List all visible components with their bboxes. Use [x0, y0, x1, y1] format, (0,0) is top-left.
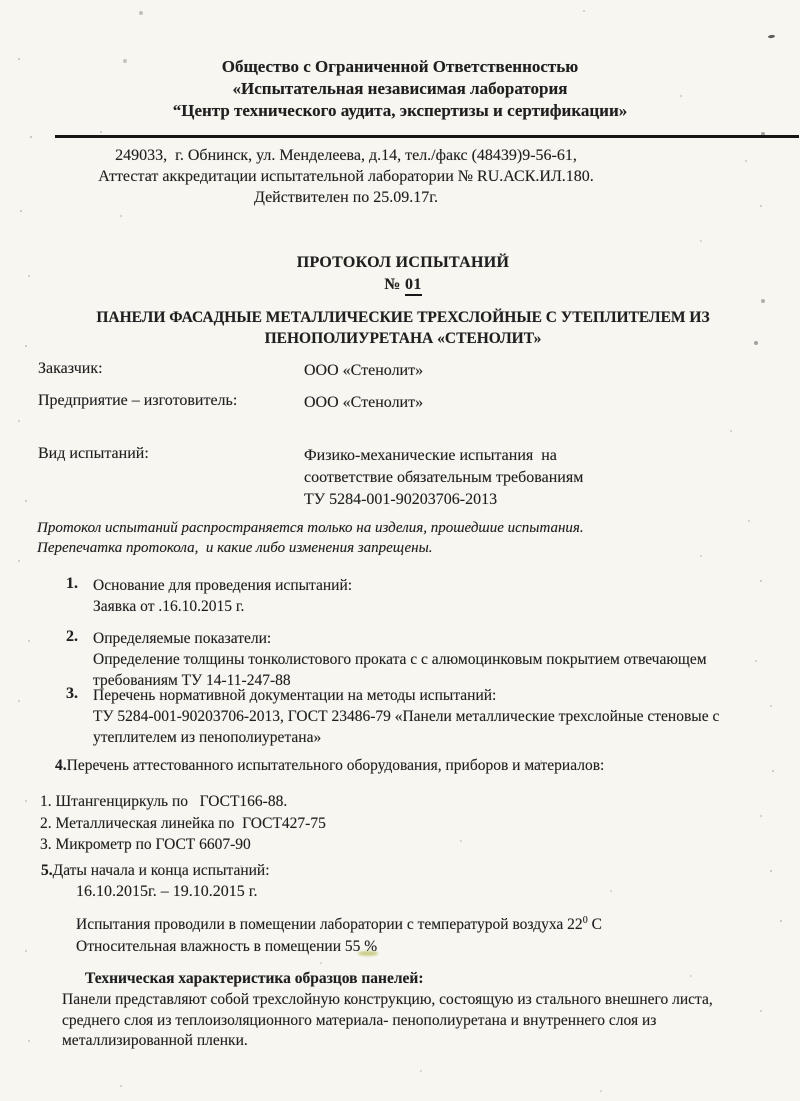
item2-line2: Определение толщины тонколистового проката с с алюмоцинковым покрытием отвечающем	[93, 651, 707, 668]
contact-block	[0, 145, 692, 208]
protocol-number-prefix: №	[384, 276, 406, 293]
scan-speckles	[0, 0, 2, 2]
item1-number: 1.	[66, 575, 78, 592]
tech-paragraph	[62, 990, 713, 1052]
item3-number: 3.	[66, 685, 78, 702]
disclaimer	[37, 518, 584, 558]
header-divider-line	[55, 135, 799, 138]
address-line: 249033, г. Обнинск, ул. Менделеева, д.14, тел./факс (48439)9-56-61,	[115, 147, 577, 164]
item3-line1: Перечень нормативной документации на методы испытаний:	[93, 687, 497, 704]
organization-name	[0, 56, 800, 122]
temperature-superscript: 0	[582, 914, 588, 926]
section5-number: 5.	[41, 862, 53, 879]
item1-line2: Заявка от .16.10.2015 г.	[93, 598, 245, 615]
equipment-item3: 3. Микрометр по ГОСТ 6607-90	[40, 836, 251, 853]
section5-heading-text: Даты начала и конца испытаний:	[52, 862, 270, 879]
test-type-value-line3: ТУ 5284-001-90203706-2013	[304, 491, 498, 508]
temperature-unit: С	[587, 916, 602, 933]
organization-name-line2: «Испытательная независимая лаборатория	[232, 79, 568, 98]
item2-line1: Определяемые показатели:	[93, 630, 272, 647]
item1-line1: Основание для проведения испытаний:	[93, 577, 353, 594]
accreditation-line: Аттестат аккредитации испытательной лаборатории № RU.АСК.ИЛ.180.	[98, 168, 594, 185]
ink-mark	[768, 35, 775, 39]
protocol-title-block	[0, 252, 800, 296]
manufacturer-value: ООО «Стенолит»	[304, 394, 424, 411]
item3-body	[93, 685, 719, 748]
test-type-value	[304, 445, 583, 511]
humidity-line: Относительная влажность в помещении 55 %	[76, 938, 378, 955]
equipment-item2: 2. Металлическая линейка по ГОСТ427-75	[40, 814, 326, 832]
section4-heading	[55, 757, 604, 775]
tech-paragraph-line2: среднего слоя из теплоизоляционного материала- пенополиуретана и внутреннего слоя из	[62, 1011, 657, 1029]
temperature-text: Испытания проводили в помещении лаборатории с температурой воздуха 22	[76, 916, 583, 933]
protocol-number: 01	[405, 276, 422, 296]
subject-line2: ПЕНОПОЛИУРЕТАНА «СТЕНОЛИТ»	[264, 330, 542, 347]
tech-heading: Техническая характеристика образцов панелей:	[85, 970, 424, 987]
test-conditions	[76, 914, 602, 958]
tech-paragraph-line3: металлизированной пленки.	[62, 1032, 248, 1049]
item1-body	[93, 575, 352, 617]
protocol-number-line	[0, 274, 800, 296]
item2-number: 2.	[66, 628, 78, 645]
test-type-value-line2: соответствие обязательным требованиям	[304, 469, 584, 486]
disclaimer-line1: Протокол испытаний распространяется только на изделия, прошедшие испытания.	[37, 520, 584, 536]
test-type-value-line1: Физико-механические испытания на	[304, 447, 557, 464]
item2-line3: требованиям ТУ 14-11-247-88	[93, 672, 291, 689]
section4-heading-text: Перечень аттестованного испытательного оборудования, приборов и материалов:	[66, 757, 605, 774]
equipment-list	[40, 791, 326, 856]
item3-line3: утеплителем из пенополиуретана»	[93, 729, 322, 746]
organization-name-line3: “Центр технического аудита, экспертизы и сертификации»	[172, 101, 628, 120]
temperature-line	[76, 914, 602, 936]
equipment-item1: 1. Штангенциркуль по ГОСТ166-88.	[40, 793, 288, 810]
test-dates: 16.10.2015г. – 19.10.2015 г.	[76, 883, 258, 900]
validity-line: Действителен по 25.09.17г.	[253, 189, 439, 206]
customer-value: ООО «Стенолит»	[304, 362, 424, 379]
protocol-title: ПРОТОКОЛ ИСПЫТАНИЙ	[296, 254, 510, 271]
section4-number: 4.	[55, 757, 67, 774]
subject-line1: ПАНЕЛИ ФАСАДНЫЕ МЕТАЛЛИЧЕСКИЕ ТРЕХСЛОЙНЫЕ С УТЕПЛИТЕЛЕМ ИЗ	[96, 309, 710, 326]
customer-label: Заказчик:	[38, 360, 103, 377]
organization-name-line1: Общество с Ограниченной Ответственностью	[221, 57, 579, 76]
disclaimer-line2: Перепечатка протокола, и какие либо изменения запрещены.	[37, 540, 433, 556]
item2-body	[93, 628, 707, 691]
section5-heading	[41, 862, 270, 880]
test-type-label: Вид испытаний:	[38, 445, 149, 462]
tech-paragraph-line1: Панели представляют собой трехслойную конструкцию, состоящую из стального внешнего листа,	[62, 991, 713, 1008]
item3-line2: ТУ 5284-001-90203706-2013, ГОСТ 23486-79 «Панели металлические трехслойные стеновые с	[93, 708, 720, 725]
subject-title	[0, 307, 800, 349]
manufacturer-label: Предприятие – изготовитель:	[38, 392, 238, 409]
